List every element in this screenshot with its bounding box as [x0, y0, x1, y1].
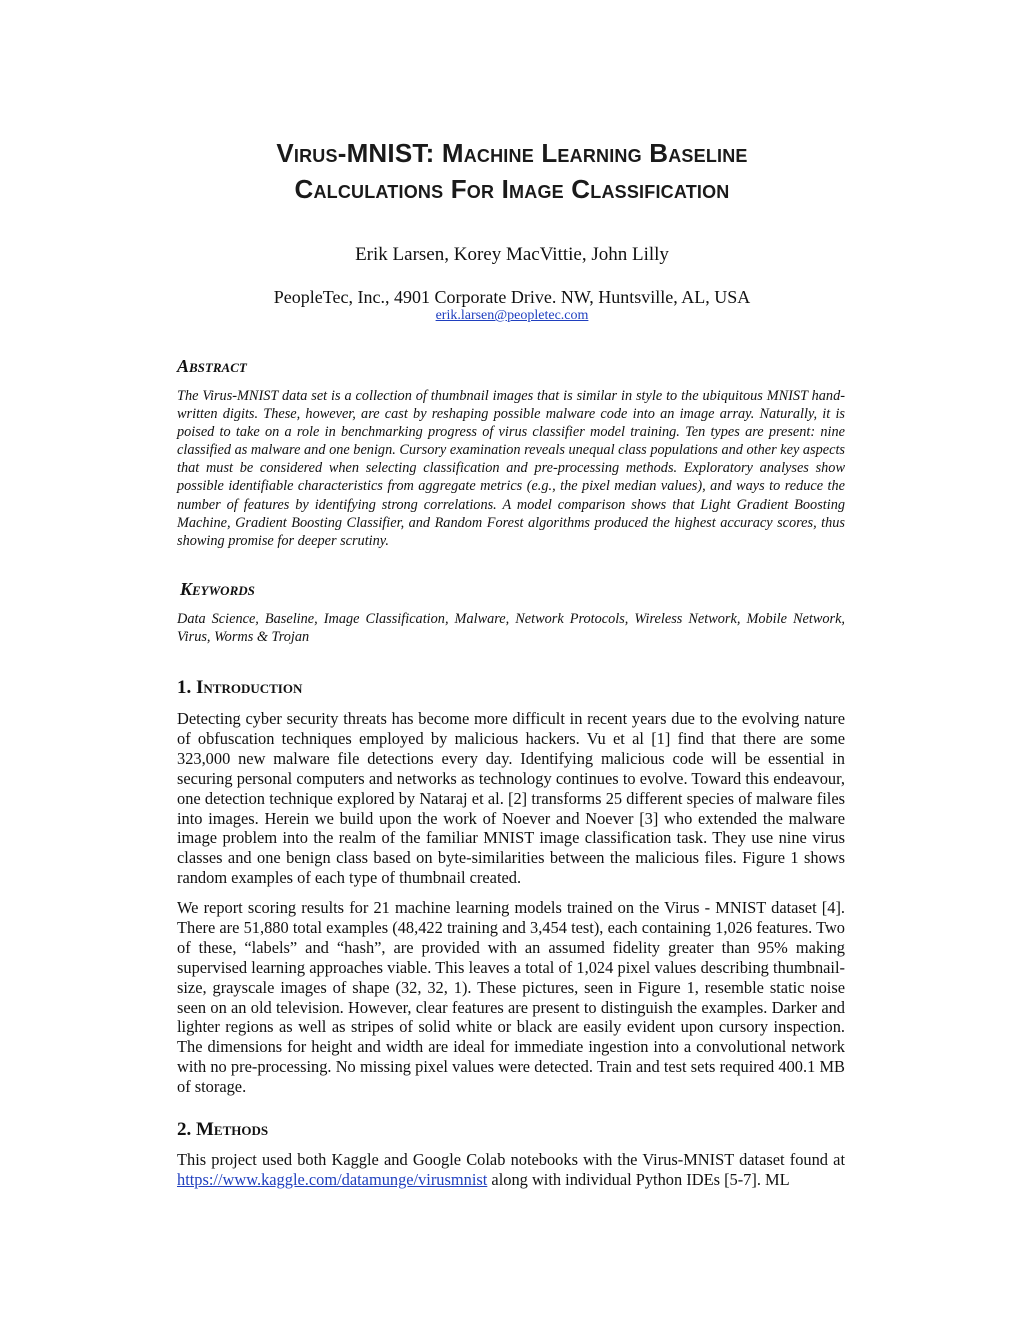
kaggle-dataset-link[interactable]: https://www.kaggle.com/datamunge/virusmnist: [177, 1169, 488, 1189]
affiliation: PeopleTec, Inc., 4901 Corporate Drive. NW, Huntsville, AL, USA: [273, 287, 751, 307]
email-row: [0, 308, 1024, 324]
paper-title-line-2: Calculations For Image Classification: [294, 174, 730, 204]
methods-paragraph-1: [177, 1150, 845, 1190]
methods-text-after-link: along with individual Python IDEs [5-7]. ML: [487, 1169, 790, 1189]
keywords-text: Data Science, Baseline, Image Classification, Malware, Network Protocols, Wireless Network, Mobile Network, Virus, Worms & Trojan: [177, 611, 845, 646]
introduction-heading: 1. Introduction: [177, 677, 303, 698]
abstract-text: The Virus-MNIST data set is a collection of thumbnail images that is similar in style to the ubiquitous MNIST hand-written digits. These, however, are cast by reshaping possible malware code into an image array. Naturally, it is poised to take on a role in benchmarking progress of virus classifier model training. Ten types are present: nine classified as malware and one benign. Cursory examination reveals unequal class populations and other key aspects that must be considered when selecting classification and pre-processing methods. Exploratory analyses show possible identifiable characteristics from aggregate metrics (e.g., the pixel median values), and ways to reduce the number of features by identifying strong correlations. A model comparison shows that Light Gradient Boosting Machine, Gradient Boosting Classifier, and Random Forest algorithms produced the highest accuracy scores, thus showing promise for deeper scrutiny.: [177, 388, 845, 549]
author-list: Erik Larsen, Korey MacVittie, John Lilly: [355, 244, 669, 265]
paper-title-line-1: Virus-MNIST: Machine Learning Baseline: [276, 138, 748, 168]
introduction-paragraph-1: Detecting cyber security threats has become more difficult in recent years due to the evolving nature of obfuscation techniques employed by malicious hackers. Vu et al [1] find that there are some 323,000 new malware file detections every day. Identifying malicious code will be essential in securing personal computers and networks as technology continues to evolve. Toward this endeavour, one detection technique explored by Nataraj et al. [2] transforms 25 different species of malware files into images. Herein we build upon the work of Noever and Noever [3] who extended the malware image problem into the realm of the familiar MNIST image classification task. They use nine virus classes and one benign class based on byte-similarities between the malicious files. Figure 1 shows random examples of each type of thumbnail created.: [177, 709, 845, 888]
methods-heading: 2. Methods: [177, 1119, 269, 1140]
methods-text-before-link: This project used both Kaggle and Google Colab notebooks with the Virus-MNIST dataset found at: [177, 1150, 845, 1169]
introduction-paragraph-2: We report scoring results for 21 machine learning models trained on the Virus - MNIST dataset [4]. There are 51,880 total examples (48,422 training and 3,454 test), each containing 1,026 features. Two of these, “labels” and “hash”, are provided with an assumed fidelity greater than 95% making supervised learning approaches viable. This leaves a total of 1,024 pixel values describing thumbnail-size, grayscale images of shape (32, 32, 1). These pictures, seen in Figure 1, resemble static noise seen on an old television. However, clear features are present to distinguish the examples. Darker and lighter regions as well as stripes of solid white or black are easily evident upon cursory inspection. The dimensions for height and width are ideal for immediate ingestion into a convolutional network with no pre-processing. No missing pixel values were detected. Train and test sets required 400.1 MB of storage.: [177, 898, 845, 1097]
keywords-heading: Keywords: [180, 579, 255, 599]
abstract-heading: Abstract: [177, 356, 247, 376]
email-link[interactable]: erik.larsen@peopletec.com: [435, 308, 589, 323]
